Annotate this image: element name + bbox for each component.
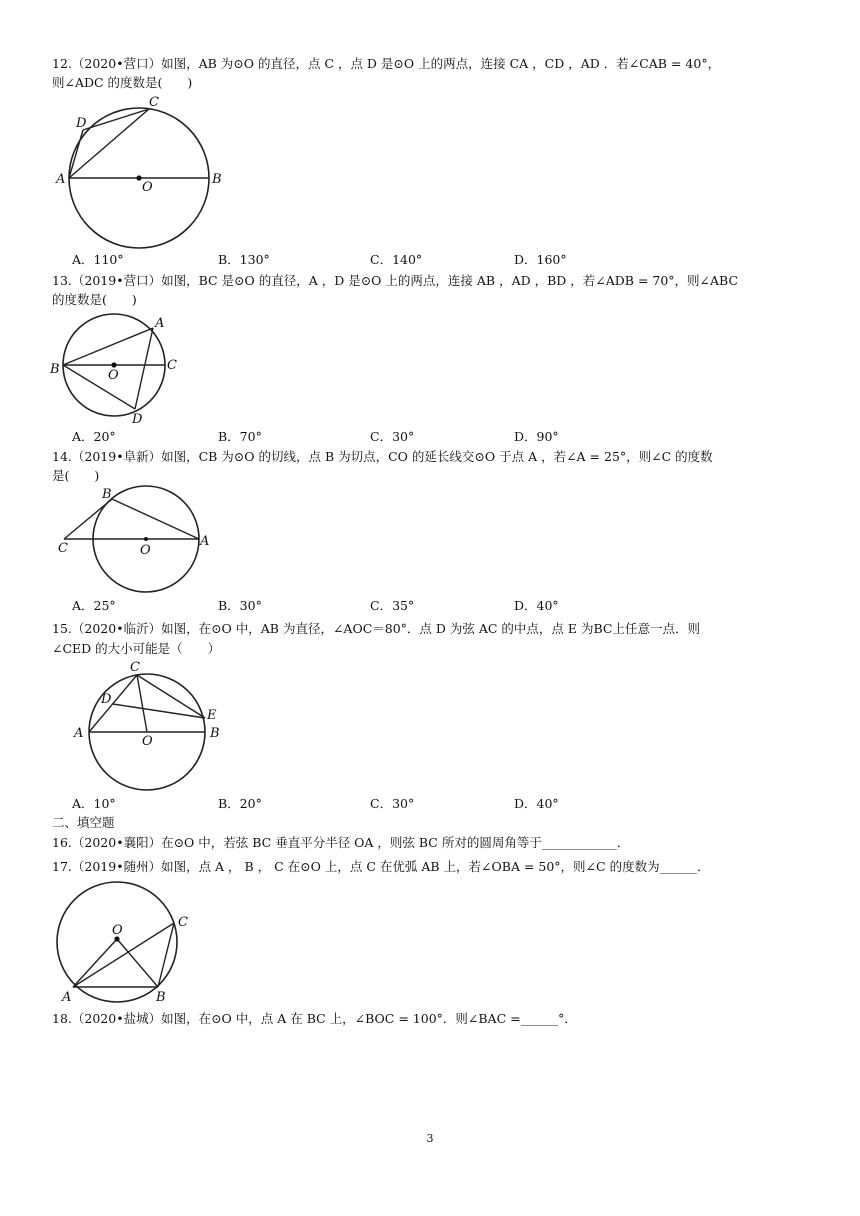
q13-chord-bd <box>63 365 135 409</box>
q14-option-d[interactable]: D．40° <box>514 598 559 613</box>
q12-option-a[interactable]: A．110° <box>72 252 124 267</box>
q15-label-d: D <box>101 692 112 707</box>
q13-option-b[interactable]: B．70° <box>218 429 262 444</box>
q14-option-b[interactable]: B．30° <box>218 598 262 613</box>
q14-figure <box>56 485 216 595</box>
q17-label-o: O <box>112 923 123 938</box>
q17-chord-ac <box>73 923 174 987</box>
q15-option-d[interactable]: D．40° <box>514 796 559 811</box>
q17-label-c: C <box>178 915 188 930</box>
q13-label-a: A <box>155 316 165 331</box>
q15-stem-line2: ∠CED 的大小可能是（ ） <box>52 641 221 656</box>
q12-label-o: O <box>142 180 153 195</box>
q14-label-a: A <box>200 534 210 549</box>
q13-option-c[interactable]: C．30° <box>370 429 415 444</box>
q15-label-o: O <box>142 734 153 749</box>
q12-option-c[interactable]: C．140° <box>370 252 423 267</box>
q14-option-a[interactable]: A．25° <box>72 598 116 613</box>
q12-label-a: A <box>56 172 66 187</box>
q14-label-o: O <box>140 543 151 558</box>
q13-label-o: O <box>108 368 119 383</box>
q14-option-c[interactable]: C．35° <box>370 598 415 613</box>
q15-figure <box>72 657 232 793</box>
q15-segment-de <box>113 704 205 718</box>
q14-stem-line1: 14.（2019•阜新）如图，CB 为⊙O 的切线，点 B 为切点，CO 的延长线交⊙O 于点 A ，若∠A = 25°，则∠C 的度数 <box>52 449 713 464</box>
q13-stem-line1: 13.（2019•营口）如图，BC 是⊙O 的直径，A ，D 是⊙O 上的两点，连接 AB ，AD ，BD ，若∠ADB = 70°，则∠ABC <box>52 273 739 288</box>
q15-label-b: B <box>210 726 220 741</box>
q12-label-b: B <box>212 172 222 187</box>
q14-label-c: C <box>58 541 68 556</box>
q13-option-a[interactable]: A．20° <box>72 429 116 444</box>
q15-radius-oc <box>137 675 147 732</box>
q13-label-d: D <box>132 412 143 427</box>
q16-stem: 16.（2020•襄阳）在⊙O 中，若弦 BC 垂直平分半径 OA ，则弦 BC 所对的圆周角等于____________． <box>52 835 630 850</box>
q13-stem-line2: 的度数是( ) <box>52 292 137 307</box>
q13-chord-ad <box>135 328 153 409</box>
q13-options <box>72 428 592 446</box>
q12-chord-ad <box>69 130 83 178</box>
q12-center-dot <box>136 175 141 180</box>
q13-option-d[interactable]: D．90° <box>514 429 559 444</box>
q14-tangent-cb <box>64 499 112 539</box>
q13-figure <box>50 312 190 428</box>
q15-stem-line1: 15.（2020•临沂）如图，在⊙O 中，AB 为直径，∠AOC＝80°．点 D 为弦 AC 的中点，点 E 为BC上任意一点．则 <box>52 621 700 636</box>
page-number: 3 <box>426 1132 434 1145</box>
q13-center-dot <box>111 362 116 367</box>
q15-option-a[interactable]: A．10° <box>72 796 116 811</box>
q13-chord-ba <box>63 328 153 365</box>
q12-options <box>72 251 592 269</box>
q15-chord-ce <box>137 675 205 718</box>
q12-stem-line1: 12.（2020•营口）如图，AB 为⊙O 的直径，点 C ，点 D 是⊙O 上的两点，连接 CA ，CD ，AD ．若∠CAB = 40°， <box>52 56 721 71</box>
q18-stem: 18.（2020•盐城）如图，在⊙O 中，点 A 在 BC 上，∠BOC = 100°．则∠BAC =______°． <box>52 1011 577 1026</box>
q13-label-c: C <box>167 358 177 373</box>
q15-label-a: A <box>74 726 84 741</box>
q12-stem-line2: 则∠ADC 的度数是( ) <box>52 75 193 90</box>
q14-center-dot <box>144 537 148 541</box>
q17-label-a: A <box>62 990 72 1005</box>
q12-figure <box>52 94 232 250</box>
q13-label-b: B <box>50 362 60 377</box>
q15-label-c: C <box>130 660 140 675</box>
q15-option-b[interactable]: B．20° <box>218 796 262 811</box>
q12-option-d[interactable]: D．160° <box>514 252 567 267</box>
q17-figure <box>52 880 202 1010</box>
section-fill-in-title: 二、填空题 <box>52 815 115 830</box>
q17-label-b: B <box>156 990 166 1005</box>
q12-option-b[interactable]: B．130° <box>218 252 270 267</box>
q12-label-c: C <box>149 95 159 110</box>
q12-label-d: D <box>76 116 87 131</box>
q14-options <box>72 597 592 615</box>
q17-stem-line1: 17.（2019•随州）如图，点 A ， B ， C 在⊙O 上，点 C 在优弧 AB 上，若∠OBA = 50°，则∠C 的度数为______． <box>52 859 710 874</box>
q15-option-c[interactable]: C．30° <box>370 796 415 811</box>
q15-label-e: E <box>207 708 217 723</box>
q15-options <box>72 795 592 813</box>
q14-label-b: B <box>102 487 112 502</box>
q14-stem-line2: 是( ) <box>52 468 100 483</box>
